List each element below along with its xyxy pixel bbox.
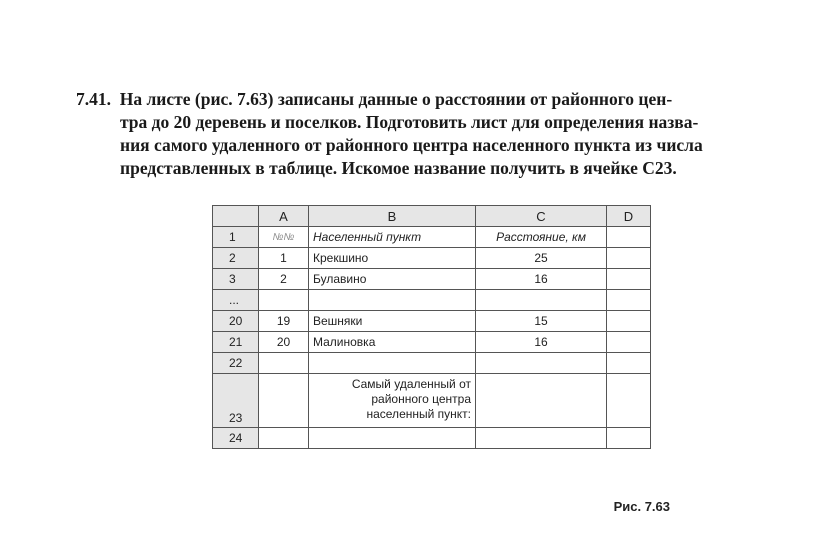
cell: Булавино — [309, 269, 476, 290]
row-number: 20 — [213, 311, 259, 332]
cell — [476, 290, 607, 311]
row-number: 21 — [213, 332, 259, 353]
cell: 15 — [476, 311, 607, 332]
cell: Расстояние, км — [476, 227, 607, 248]
problem-line-1 — [76, 88, 756, 111]
cell — [607, 227, 651, 248]
cell — [476, 353, 607, 374]
cell — [607, 290, 651, 311]
corner-cell — [213, 206, 259, 227]
column-header-d: D — [607, 206, 651, 227]
row-number: 1 — [213, 227, 259, 248]
cell — [607, 248, 651, 269]
result-label-cell: Самый удаленный от районного центра населенный пункт: — [309, 374, 476, 428]
cell: Крекшино — [309, 248, 476, 269]
row-number: 2 — [213, 248, 259, 269]
row-number: 24 — [213, 428, 259, 449]
column-header-c: C — [476, 206, 607, 227]
problem-line-3: ния самого удаленного от районного центра населенного пункта из числа — [120, 135, 703, 155]
cell — [607, 311, 651, 332]
row-number: ... — [213, 290, 259, 311]
problem-line-4 — [76, 157, 756, 180]
table-row — [213, 227, 651, 248]
cell: Населенный пункт — [309, 227, 476, 248]
cell — [309, 290, 476, 311]
cell: Малиновка — [309, 332, 476, 353]
cell — [259, 428, 309, 449]
problem-statement — [76, 88, 756, 180]
cell — [259, 290, 309, 311]
problem-text-4: представленных в таблице. Искомое название получить в ячейке — [120, 158, 638, 178]
cell — [309, 428, 476, 449]
spreadsheet-figure — [212, 205, 651, 449]
row-number: 23 — [213, 374, 259, 428]
column-header-a: A — [259, 206, 309, 227]
cell — [309, 353, 476, 374]
cell — [259, 374, 309, 428]
cell — [607, 374, 651, 428]
cell — [607, 353, 651, 374]
problem-number: 7.41. — [76, 89, 111, 109]
cell: №№ — [259, 227, 309, 248]
cell — [607, 428, 651, 449]
cell: 19 — [259, 311, 309, 332]
cell — [607, 269, 651, 290]
result-cell-c23 — [476, 374, 607, 428]
table-row — [213, 353, 651, 374]
table-row — [213, 374, 651, 428]
table-row — [213, 311, 651, 332]
table-row — [213, 332, 651, 353]
target-cell-ref: C23. — [642, 158, 677, 178]
table-row — [213, 290, 651, 311]
cell: 20 — [259, 332, 309, 353]
row-number: 3 — [213, 269, 259, 290]
cell: 2 — [259, 269, 309, 290]
cell — [259, 353, 309, 374]
cell: 1 — [259, 248, 309, 269]
table-row — [213, 269, 651, 290]
table-row — [213, 428, 651, 449]
cell: 25 — [476, 248, 607, 269]
figure-caption: Рис. 7.63 — [613, 499, 670, 514]
problem-text-1: На листе (рис. 7.63) записаны данные о расстоянии от районного цен- — [119, 89, 673, 109]
cell — [607, 332, 651, 353]
column-header-b: B — [309, 206, 476, 227]
column-header-row — [213, 206, 651, 227]
cell: 16 — [476, 269, 607, 290]
cell — [476, 428, 607, 449]
cell: 16 — [476, 332, 607, 353]
table-row — [213, 248, 651, 269]
row-number: 22 — [213, 353, 259, 374]
problem-line-2: тра до 20 деревень и поселков. Подготовить лист для определения назва- — [120, 112, 699, 132]
cell: Вешняки — [309, 311, 476, 332]
